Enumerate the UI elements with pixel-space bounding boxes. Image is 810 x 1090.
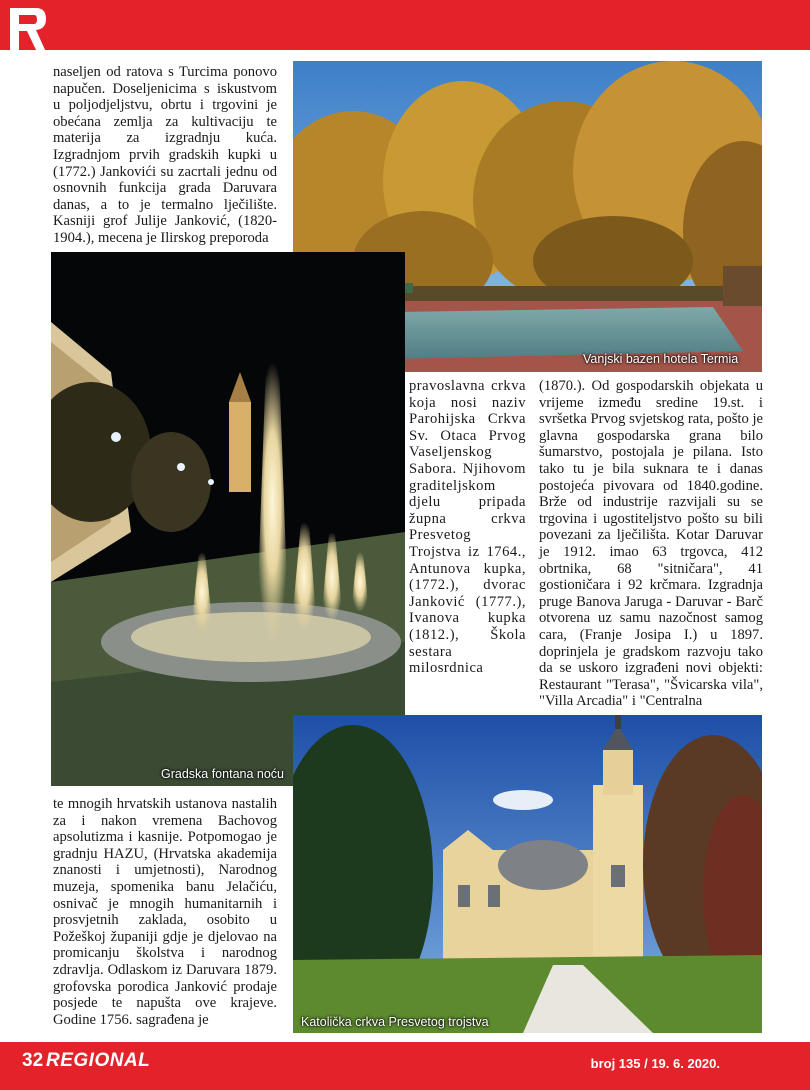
issue-info: broj 135 / 19. 6. 2020. [590,1056,720,1071]
church-photo [293,715,762,1033]
article-text-col2: pravoslavna crkva koja nosi naziv Parohijska Crkva Sv. Otaca Prvog Vaseljenskog Sabora. Njihovom graditeljskom djelu pripada župna crkva Presvetog Trojstva iz 1764., Antunova kupka, (1772.), dvorac Janković (1777.), Ivanova kupka (1812.), Škola sestara milosrdnica [409,378,526,677]
article-column-3 [539,378,763,710]
brand-logo: REGIONAL [46,1050,151,1071]
article-column-2 [409,378,526,677]
regional-logo-icon [6,2,50,58]
article-text-col3: (1870.). Od gospodarskih objekata u vrijeme između sredine 19.st. i svršetka Prvog svjetskog rata, pošto je glavna gospodarska grana bilo šumarstvo, postojala je pilana. Isto tako tu je bila suknara te i danas postojeća pivovara od 1840.godine. Brže od industrije razvijali su se trgovina i ugostiteljstvo pošto su bili povezani za lječilišta. Kotar Daruvar je 1912. imao 63 trgovca, 412 obrtnika, 68 "sitničara", 41 gostioničara i 92 krčmara. Izgradnja pruge Banova Jaruga - Daruvar - Barč otvorena uz samu nazočnost samog cara, (Franje Josipa I.) u 1897. doprinjela je gradskom razvoju tako da se uskoro izgrađeni novi objekti: Restaurant "Terasa", "Švicarska vila", "Villa Arcadia" i "Centralna [539,378,763,710]
article-column-4 [53,796,277,1028]
fountain-caption: Gradska fontana noću [161,767,284,781]
top-bar [0,0,810,50]
fountain-photo [51,252,405,786]
page-number: 32 [22,1050,44,1071]
article-text-col1: naseljen od ratova s Turcima ponovo napučen. Doseljenicima s iskustvom u poljodjeljstvu, obrtu i trgovini je obećana zemlja za kultivaciju te materija za izgradnju kuća. Izgradnjom prvih gradskih kupki u (1772.) Jankovići su zacrtali jednu od osnovnih funkcija grada Daruvara danas, a to je termalno lječilište. Kasniji grof Julije Janković, (1820-1904.), mecena je Ilirskog preporoda [53,64,277,246]
article-text-col4: te mnogih hrvatskih ustanova nastalih za i nakon vremena Bachovog apsolutizma i kasnije. Potpomogao je gradnju HAZU, (Hrvatska akademija znanosti i umjetnosti), Narodnog muzeja, spomenika banu Jelačiću, osnivač je mnogih humanitarnih i prosvjetnih zaklada, osobito u Požeškoj županiji gdje je djelovao na promicanju školstva i narodnog zdravlja. Odlaskom iz Daruvara 1879. grofovska porodica Janković prodaje posjede te napušta ove krajeve. Godine 1756. sagrađena je [53,796,277,1028]
church-caption: Katolička crkva Presvetog trojstva [301,1015,489,1029]
pool-caption: Vanjski bazen hotela Termia [583,352,739,366]
article-column-1 [53,64,277,247]
